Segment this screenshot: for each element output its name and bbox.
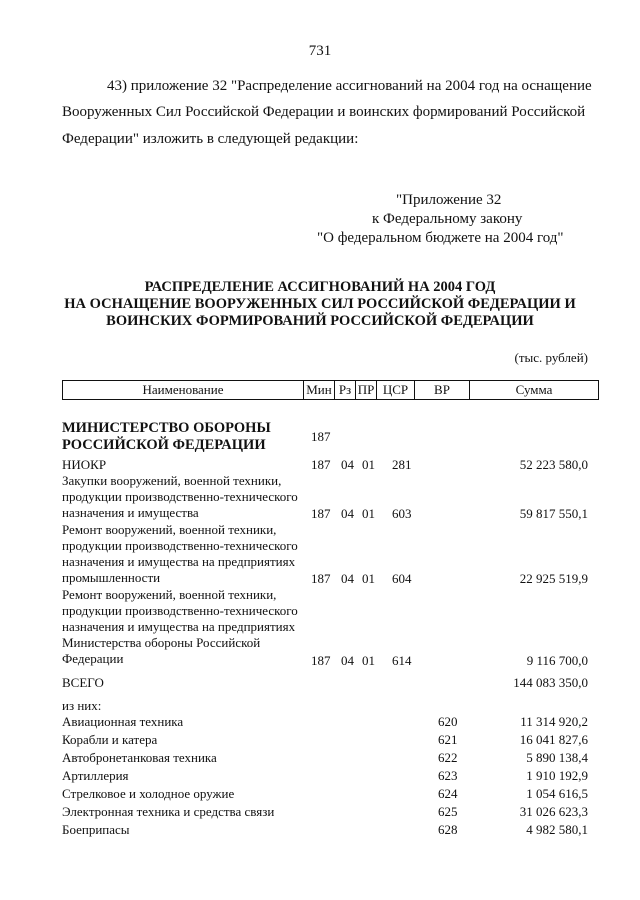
appendix-line-3: "О федеральном бюджете на 2004 год" xyxy=(317,230,564,246)
cell-sum: 4 982 580,1 xyxy=(526,822,588,837)
cell-min: 187 xyxy=(311,506,331,521)
cell-sum: 9 116 700,0 xyxy=(526,653,588,668)
table-row: Боеприпасы xyxy=(62,822,130,837)
cell-min: 187 xyxy=(311,429,331,444)
cell-sum: 31 026 623,3 xyxy=(519,804,588,819)
table-row: Автобронетанковая техника xyxy=(62,750,217,765)
cell-sum: 1 910 192,9 xyxy=(526,768,588,783)
table-row-procurement: Закупки вооружений, военной техники, продукции производственно-технического назначения и имущества xyxy=(62,473,298,520)
cell-rz: 04 xyxy=(341,506,354,521)
column-header-min: Мин xyxy=(304,381,335,400)
cell-csr: 603 xyxy=(392,506,412,521)
appendix-line-2: к Федеральному закону xyxy=(372,211,523,227)
cell-vr: 621 xyxy=(438,732,458,747)
column-header-sum: Сумма xyxy=(470,381,599,400)
table-row-ministry: МИНИСТЕРСТВО ОБОРОНЫ РОССИЙСКОЙ ФЕДЕРАЦИИ xyxy=(62,420,271,453)
cell-vr: 620 xyxy=(438,714,458,729)
table-header xyxy=(62,380,599,400)
column-header-rz: Рз xyxy=(335,381,356,400)
document-title-line-1: РАСПРЕДЕЛЕНИЕ АССИГНОВАНИЙ НА 2004 ГОД xyxy=(144,279,496,295)
cell-vr: 623 xyxy=(438,768,458,783)
cell-vr: 628 xyxy=(438,822,458,837)
table-row-niokr: НИОКР xyxy=(62,457,107,472)
appendix-line-1: "Приложение 32 xyxy=(396,192,502,208)
cell-csr: 281 xyxy=(392,457,412,472)
table-row: Артиллерия xyxy=(62,768,129,783)
cell-rz: 04 xyxy=(341,571,354,586)
cell-pr: 01 xyxy=(362,457,375,472)
column-header-pr: ПР xyxy=(356,381,377,400)
table-row: Авиационная техника xyxy=(62,714,184,729)
table-row-repair-ministry: Ремонт вооружений, военной техники, продукции производственно-технического назначения и имущества на предприятиях Министерства обороны Российской Федерации xyxy=(62,587,298,666)
column-header-vr: ВР xyxy=(415,381,470,400)
cell-sum: 52 223 580,0 xyxy=(519,457,588,472)
table-row-repair-industry: Ремонт вооружений, военной техники, продукции производственно-технического назначения и имущества на предприятиях промышленности xyxy=(62,522,298,585)
page-number: 731 xyxy=(308,43,332,59)
cell-sum: 59 817 550,1 xyxy=(519,506,588,521)
column-header-name: Наименование xyxy=(63,381,304,400)
cell-sum: 22 925 519,9 xyxy=(519,571,588,586)
cell-vr: 625 xyxy=(438,804,458,819)
cell-rz: 04 xyxy=(341,653,354,668)
cell-csr: 604 xyxy=(392,571,412,586)
cell-min: 187 xyxy=(311,653,331,668)
cell-vr: 624 xyxy=(438,786,458,801)
table-row-total: ВСЕГО xyxy=(62,675,104,690)
intro-line-1: 43) приложение 32 "Распределение ассигнований на 2004 год на оснащение xyxy=(107,78,592,94)
intro-line-2: Вооруженных Сил Российской Федерации и воинских формирований Российской xyxy=(62,104,586,120)
cell-sum: 16 041 827,6 xyxy=(519,732,588,747)
cell-pr: 01 xyxy=(362,653,375,668)
cell-sum: 5 890 138,4 xyxy=(526,750,588,765)
document-title-line-3: ВОИНСКИХ ФОРМИРОВАНИЙ РОССИЙСКОЙ ФЕДЕРАЦИИ xyxy=(106,313,534,329)
units-label: (тыс. рублей) xyxy=(514,350,588,365)
column-header-csr: ЦСР xyxy=(377,381,415,400)
document-title-line-2: НА ОСНАЩЕНИЕ ВООРУЖЕННЫХ СИЛ РОССИЙСКОЙ ФЕДЕРАЦИИ И xyxy=(64,296,576,312)
cell-rz: 04 xyxy=(341,457,354,472)
cell-sum: 144 083 350,0 xyxy=(513,675,588,690)
cell-vr: 622 xyxy=(438,750,458,765)
cell-pr: 01 xyxy=(362,571,375,586)
intro-line-3: Федерации" изложить в следующей редакции: xyxy=(62,131,359,147)
table-row: Корабли и катера xyxy=(62,732,158,747)
table-row-of-which: из них: xyxy=(62,698,102,713)
cell-min: 187 xyxy=(311,571,331,586)
table-row: Электронная техника и средства связи xyxy=(62,804,275,819)
table-row: Стрелковое и холодное оружие xyxy=(62,786,235,801)
cell-sum: 1 054 616,5 xyxy=(526,786,588,801)
cell-csr: 614 xyxy=(392,653,412,668)
cell-pr: 01 xyxy=(362,506,375,521)
cell-min: 187 xyxy=(311,457,331,472)
cell-sum: 11 314 920,2 xyxy=(520,714,588,729)
